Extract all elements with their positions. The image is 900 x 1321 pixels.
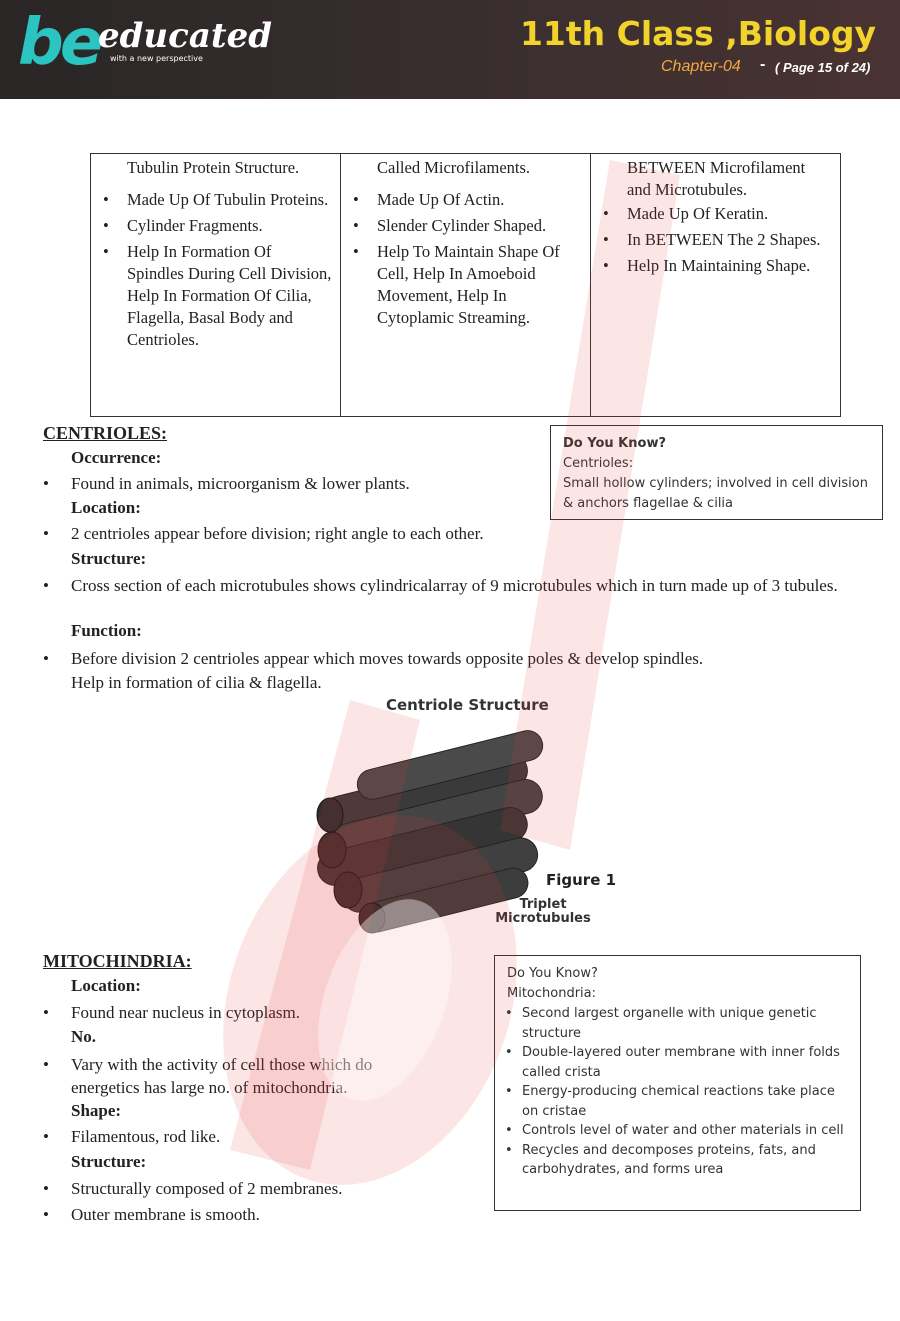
cell-intro: Called Microfilaments. [377, 158, 531, 177]
list-item: • Help In Formation Of Spindles During Cell Division, Help In Formation Of Cilia, Flagella, Basal Body and Centrioles. [101, 241, 332, 351]
mito-no-label: No. [71, 1027, 97, 1046]
logo-tagline: with a new perspective [110, 54, 203, 63]
mito-structure-label: Structure: [71, 1152, 147, 1171]
chapter-label: Chapter-04 [661, 58, 741, 75]
cell-list [101, 189, 332, 351]
do-you-know-centrioles [550, 425, 883, 520]
figure-title: Centriole Structure [386, 696, 549, 714]
cell-list [351, 189, 582, 329]
bullet-dot: • [43, 1003, 49, 1022]
section-title-mitochondria: MITOCHINDRIA: [43, 951, 192, 971]
mito-structure-item: • Structurally composed of 2 membranes. [43, 1179, 343, 1198]
logo-be: be [18, 6, 100, 80]
list-item: • Help To Maintain Shape Of Cell, Help In Amoeboid Movement, Help In Cytoplamic Streaming. [351, 241, 582, 329]
mito-no-item: • Vary with the activity of cell those which do energetics has large no. of mitochondria. [43, 1055, 373, 1097]
mito-structure-item-2: • Outer membrane is smooth. [43, 1205, 260, 1224]
dyk-subject: Centrioles: [563, 456, 634, 471]
section-title-centrioles: CENTRIOLES: [43, 423, 168, 443]
dyk-line: & anchors flagellae & cilia [563, 496, 734, 511]
list-item: • Controls level of water and other materials in cell [495, 1121, 850, 1141]
list-item: • Energy-producing chemical reactions take place on cristae [495, 1082, 850, 1121]
location-item: • 2 centrioles appear before division; right angle to each other. [43, 524, 484, 543]
bullet-dot: • [43, 1127, 49, 1146]
bullet-dot: • [43, 524, 49, 543]
structure-item: • Cross section of each microtubules shows cylindricalarray of 9 microtubules which in turn made up of 3 tubules. [43, 576, 838, 595]
bullet-dot: • [43, 1179, 49, 1198]
logo-educated: educated [98, 16, 272, 56]
list-item: • Made Up Of Keratin. [601, 203, 832, 225]
occurrence-label: Occurrence: [71, 448, 162, 467]
dyk-title: Do You Know? [507, 966, 598, 981]
cell-intro: BETWEEN Microfilament and Microtubules. [627, 158, 806, 199]
table-cell-microtubules [91, 154, 341, 417]
mito-shape-item: • Filamentous, rod like. [43, 1127, 221, 1146]
list-item: • Made Up Of Tubulin Proteins. [101, 189, 332, 211]
list-item: • Made Up Of Actin. [351, 189, 582, 211]
location-label: Location: [71, 498, 141, 517]
list-item: • In BETWEEN The 2 Shapes. [601, 229, 832, 251]
dyk-title: Do You Know? [563, 436, 666, 451]
table-cell-microfilaments [341, 154, 591, 417]
occurrence-item: • Found in animals, microorganism & lower plants. [43, 474, 410, 493]
page-header [0, 0, 900, 99]
function-label: Function: [71, 621, 142, 640]
header-dash: - [760, 56, 766, 73]
mito-location-label: Location: [71, 976, 141, 995]
bullet-dot: • [43, 1055, 49, 1074]
dyk-subject: Mitochondria: [507, 986, 597, 1001]
cell-intro: Tubulin Protein Structure. [127, 158, 300, 177]
structure-label: Structure: [71, 549, 147, 568]
function-item: • Before division 2 centrioles appear which moves towards opposite poles & develop spindles. [43, 649, 704, 668]
cell-list [601, 203, 832, 277]
list-item: • Second largest organelle with unique genetic structure [495, 1004, 850, 1043]
list-item: • Cylinder Fragments. [101, 215, 332, 237]
page-number: ( Page 15 of 24) [775, 60, 871, 75]
cytoskeleton-table [90, 153, 841, 417]
dyk-line: Small hollow cylinders; involved in cell division [563, 476, 868, 491]
bullet-dot: • [43, 576, 49, 595]
list-item: • Help In Maintaining Shape. [601, 255, 832, 277]
figure-caption: Triplet Microtubules [495, 897, 591, 926]
list-item: • Double-layered outer membrane with inner folds called crista [495, 1043, 850, 1082]
do-you-know-mitochondria [494, 955, 861, 1211]
dyk-list [495, 1004, 850, 1180]
page-title: 11th Class ,Biology [519, 14, 876, 53]
bullet-dot: • [43, 474, 49, 493]
table-cell-intermediate-filaments [591, 154, 841, 417]
list-item: • Slender Cylinder Shaped. [351, 215, 582, 237]
mito-shape-label: Shape: [71, 1101, 122, 1120]
mito-location-item: • Found near nucleus in cytoplasm. [43, 1003, 300, 1022]
list-item: • Recycles and decomposes proteins, fats, and carbohydrates, and forms urea [495, 1141, 850, 1180]
table-row [91, 154, 841, 417]
bullet-dot: • [43, 649, 49, 668]
figure-label: Figure 1 [546, 871, 617, 889]
bullet-dot: • [43, 1205, 49, 1224]
function-line-2: Help in formation of cilia & flagella. [71, 673, 322, 692]
